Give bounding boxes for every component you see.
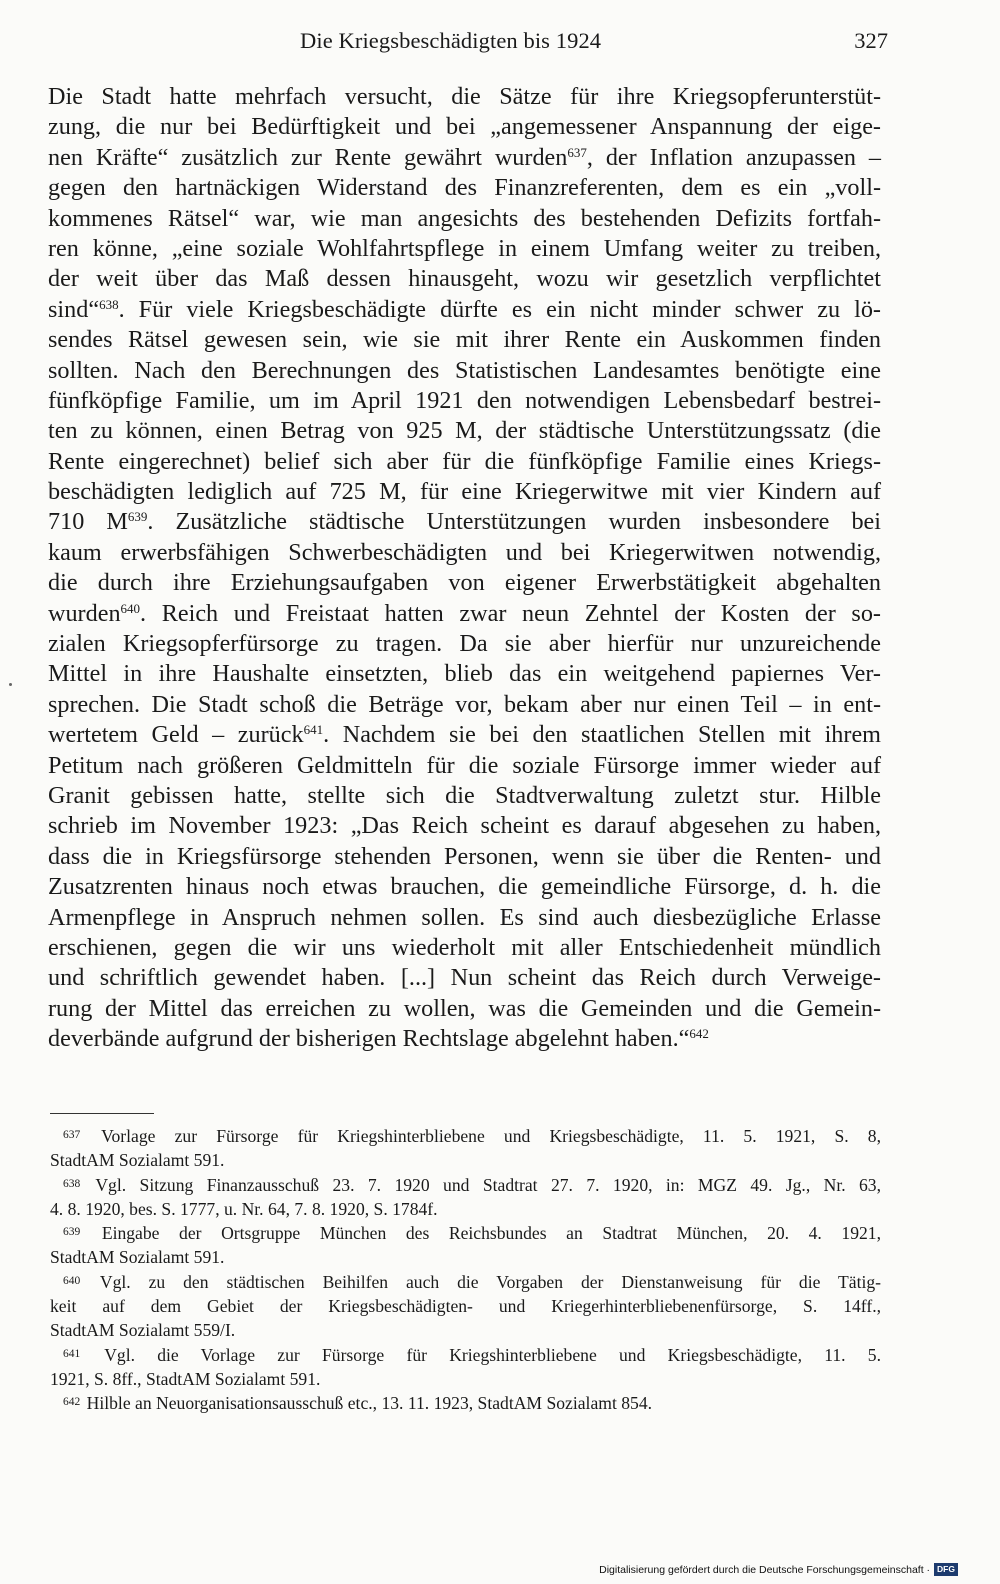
text-line <box>48 507 881 537</box>
text-line <box>48 447 881 477</box>
text-run: zialen Kriegsopferfürsorge zu tragen. Da sie aber hierfür nur unzureichende <box>48 630 881 658</box>
text-line <box>48 1024 881 1054</box>
footnote-reference: 640 <box>120 600 141 616</box>
text-run: wertetem Geld – zurück <box>48 721 304 749</box>
running-header <box>0 24 1000 64</box>
text-run: Vorlage zur Fürsorge für Kriegshinterbliebene und Kriegsbeschädigte, 11. 5. 1921, S. 8, <box>101 1126 881 1146</box>
text-line <box>48 872 881 902</box>
text-run: die durch ihre Erziehungsaufgaben von eigener Erwerbstätigkeit abgehalten <box>48 569 881 597</box>
text-run: StadtAM Sozialamt 559/I. <box>50 1320 236 1341</box>
footnote-line <box>50 1148 881 1172</box>
text-run: . Für viele Kriegsbeschädigte dürfte es ein nicht minder schwer zu lö- <box>118 295 881 323</box>
text-line <box>48 356 881 386</box>
text-run: sendes Rätsel gewesen sein, wie sie mit ihrer Rente ein Auskommen finden <box>48 326 881 354</box>
text-run: Petitum nach größeren Geldmitteln für die soziale Fürsorge immer wieder auf <box>48 751 881 779</box>
text-run: gegen den hartnäckigen Widerstand des Finanzreferenten, dem es ein „voll- <box>48 174 881 202</box>
text-line <box>48 903 881 933</box>
footnotes <box>50 1124 881 1416</box>
footnote-number: 637 <box>63 1129 81 1141</box>
footnote-reference: 642 <box>689 1026 709 1042</box>
text-line <box>48 264 881 294</box>
text-run: . Nachdem sie bei den staatlichen Stellen mit ihrem <box>323 721 881 749</box>
footnote-separator <box>50 1113 154 1114</box>
text-line <box>48 599 881 629</box>
text-run: kommenes Rätsel“ war, wie man angesichts des bestehenden Defizits fortfah- <box>48 204 881 232</box>
text-run: sollten. Nach den Berechnungen des Statistischen Landesamtes benötigte eine <box>48 356 881 384</box>
footnote-reference: 641 <box>303 722 324 738</box>
text-run: ren könne, „eine soziale Wohlfahrtspflege in einem Umfang weiter zu treiben, <box>48 234 881 262</box>
text-run: dass die in Kriegsfürsorge stehenden Personen, wenn sie über die Renten- und <box>48 842 881 870</box>
text-run: Rente eingerechnet) belief sich aber für die fünfköpfige Familie eines Kriegs- <box>48 447 881 475</box>
footnote-number: 639 <box>63 1226 81 1239</box>
text-run: . Reich und Freistaat hatten zwar neun Zehntel der Kosten der so- <box>140 599 881 627</box>
text-line <box>48 811 881 841</box>
text-run: Eingabe der Ortsgruppe München des Reichsbundes an Stadtrat München, 20. 4. 1921, <box>101 1223 881 1244</box>
footnote-line <box>50 1294 881 1318</box>
text-line <box>48 629 881 659</box>
text-run: Zusatzrenten hinaus noch etwas brauchen, die gemeindliche Fürsorge, d. h. die <box>48 873 881 901</box>
footnote-line <box>50 1391 881 1415</box>
text-run: Vgl. Sitzung Finanzausschuß 23. 7. 1920 und Stadtrat 27. 7. 1920, in: MGZ 49. Jg., Nr. 63, <box>95 1174 881 1195</box>
text-run: 1921, S. 8ff., StadtAM Sozialamt 591. <box>50 1368 321 1389</box>
footnote-line <box>50 1270 881 1294</box>
text-run: beschädigten lediglich auf 725 M, für eine Kriegerwitwe mit vier Kindern auf <box>48 478 881 506</box>
credit-text: Digitalisierung gefördert durch die Deutsche Forschungsgemeinschaft · <box>599 1563 931 1576</box>
text-run: keit auf dem Gebiet der Kriegsbeschädigten- und Kriegerhinterbliebenenfürsorge, S. 14ff., <box>50 1296 881 1317</box>
text-run: 4. 8. 1920, bes. S. 1777, u. Nr. 64, 7. 8. 1920, S. 1784f. <box>50 1198 438 1219</box>
text-line <box>48 781 881 811</box>
footnote-number: 640 <box>63 1274 81 1287</box>
footnote-reference: 637 <box>567 144 587 160</box>
text-line <box>48 386 881 416</box>
main-text <box>48 82 881 1055</box>
text-line <box>48 234 881 264</box>
footnote-line <box>50 1124 881 1148</box>
text-run: . Zusätzliche städtische Unterstützungen wurden insbesondere bei <box>147 508 881 536</box>
text-run: fünfköpfige Familie, um im April 1921 den notwendigen Lebensbedarf bestrei- <box>48 386 881 414</box>
text-line <box>48 659 881 689</box>
text-run: wurden <box>48 599 121 627</box>
text-run: Granit gebissen hatte, stellte sich die Stadtverwaltung zuletzt stur. Hilble <box>48 781 881 809</box>
footnote-line <box>50 1173 881 1197</box>
text-run: StadtAM Sozialamt 591. <box>50 1247 225 1268</box>
text-run: deverbände aufgrund der bisherigen Rechtslage abgelehnt haben.“ <box>48 1025 690 1053</box>
text-line <box>48 416 881 446</box>
text-line <box>48 751 881 781</box>
text-line <box>48 690 881 720</box>
text-run: Armenpflege in Anspruch nehmen sollen. Es sind auch diesbezügliche Erlasse <box>48 903 881 931</box>
text-run: sprechen. Die Stadt schoß die Beträge vor, bekam aber nur einen Teil – in ent- <box>48 690 881 718</box>
footnote-line <box>50 1343 881 1367</box>
text-run: und schriftlich gewendet haben. [...] Nun scheint das Reich durch Verweige- <box>48 964 881 992</box>
text-run: nen Kräfte“ zusätzlich zur Rente gewährt wurden <box>48 143 568 171</box>
text-line <box>48 477 881 507</box>
footnote-line <box>50 1245 881 1269</box>
text-line <box>48 933 881 963</box>
text-run: 710 M <box>48 508 128 536</box>
text-line <box>48 143 881 173</box>
text-run: rung der Mittel das erreichen zu wollen, was die Gemeinden und die Gemein- <box>48 994 881 1022</box>
footnote-number: 642 <box>63 1396 81 1409</box>
text-line <box>48 173 881 203</box>
text-run: schrieb im November 1923: „Das Reich scheint es darauf abgesehen zu haben, <box>48 812 881 840</box>
text-run: StadtAM Sozialamt 591. <box>50 1150 225 1171</box>
text-line <box>48 963 881 993</box>
footnote-line <box>50 1318 881 1342</box>
text-line <box>48 568 881 598</box>
text-line <box>48 112 881 142</box>
running-head-title: Die Kriegsbeschädigten bis 1924 <box>300 28 602 53</box>
footnote-number: 638 <box>63 1177 81 1190</box>
footnote-number: 641 <box>63 1347 81 1360</box>
text-run: Hilble an Neuorganisationsausschuß etc., 13. 11. 1923, StadtAM Sozialamt 854. <box>86 1393 653 1414</box>
text-run: Vgl. die Vorlage zur Fürsorge für Kriegshinterbliebene und Kriegsbeschädigte, 11. 5. <box>104 1344 881 1365</box>
footnote-reference: 639 <box>127 509 148 525</box>
page-number: 327 <box>854 28 888 53</box>
text-run: Vgl. zu den städtischen Beihilfen auch die Vorgaben der Dienstanweisung für die Tätig- <box>99 1271 881 1292</box>
text-line <box>48 82 881 112</box>
margin-mark <box>9 683 12 686</box>
text-run: Mittel in ihre Haushalte einsetzten, blieb das ein weitgehend papiernes Ver- <box>48 660 881 688</box>
footnote-reference: 638 <box>99 296 119 312</box>
text-run: Die Stadt hatte mehrfach versucht, die Sätze für ihre Kriegsopferunterstüt- <box>48 83 881 110</box>
text-line <box>48 994 881 1024</box>
text-run: zung, die nur bei Bedürftigkeit und bei „angemessener Anspannung der eige- <box>48 113 881 141</box>
text-line <box>48 204 881 234</box>
text-run: der weit über das Maß dessen hinausgeht, wozu wir gesetzlich verpflichtet <box>48 265 881 293</box>
text-run: ten zu können, einen Betrag von 925 M, der städtische Unterstützungssatz (die <box>48 417 881 445</box>
footnote-line <box>50 1197 881 1221</box>
text-run: kaum erwerbsfähigen Schwerbeschädigten und bei Kriegerwitwen notwendig, <box>48 538 881 566</box>
text-line <box>48 325 881 355</box>
text-run: , der Inflation anzupassen – <box>586 143 881 171</box>
text-run: sind“ <box>48 295 100 323</box>
text-line <box>48 538 881 568</box>
footnote-line <box>50 1221 881 1245</box>
footnote-line <box>50 1367 881 1391</box>
text-line <box>48 720 881 750</box>
digitization-credit <box>599 1563 958 1576</box>
dfg-logo: DFG <box>934 1563 958 1576</box>
text-line <box>48 842 881 872</box>
text-line <box>48 295 881 325</box>
text-run: erschienen, gegen die wir uns wiederholt mit aller Entschiedenheit mündlich <box>48 933 881 961</box>
